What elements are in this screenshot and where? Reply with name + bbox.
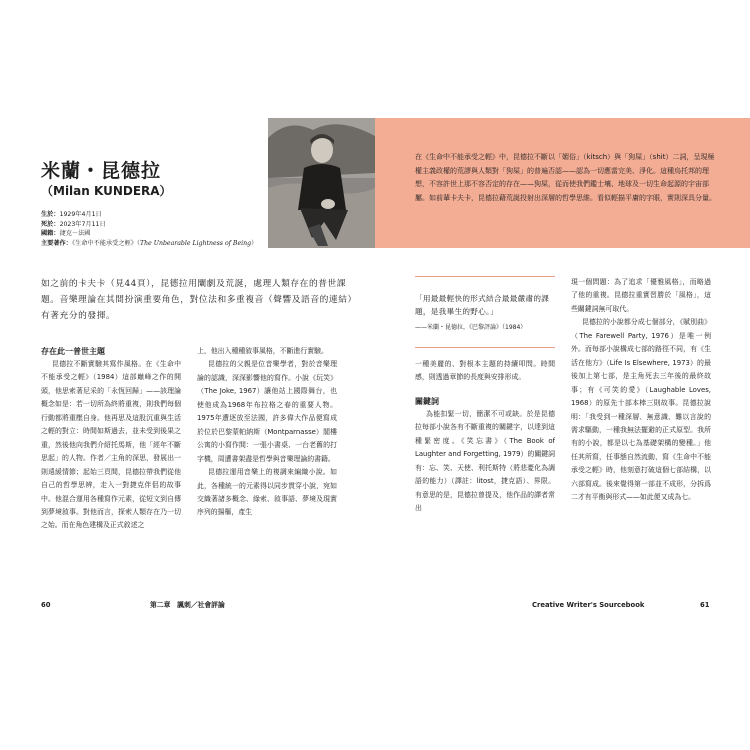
body-paragraph: 昆德拉的父親是位音樂學者，對於音樂理論的認識，深深影響他的寫作。小說《玩笑》（The Joke, 1967）讓他站上國際舞台，也使他成為1968年布拉格之春的重要人物。1975年遭逐放至法國，許多偉大作品便寫成於位於巴黎蒙帕納斯（Montparnasse）閣樓公寓的小寫作間：一張小書桌、一台老舊的打字機，周遭書架盡是哲學與音樂理論的書籍。 (197, 360, 337, 463)
meta-label: 國籍： (41, 230, 60, 238)
birth-line (41, 210, 102, 220)
nationality-line (41, 229, 91, 239)
meta-label: 生於： (41, 211, 60, 218)
meta-label: 主要著作： (41, 239, 72, 247)
body-paragraph: 一種美麗的、對根本主題的持續叩問。時間感，則透過章節的長度與安排形成。 (415, 360, 555, 382)
meta-value: 2023年7月11日 (59, 220, 106, 228)
body-paragraph: 昆德拉不斷實驗其寫作風格。在《生命中不能承受之輕》（1984）這部巔峰之作的開頭，他思索著尼采的「永恆回歸」——該理論概念如是：若一切所為終將重複，則我們每個行動都將重壓自身。他再思及這股沉重與生活之輕的對立：時間如斯過去，並未受到後果之重，然後他向我們介紹托馬斯，他「經年不斷思起」的人物。作者／主角的深思，發展出一則遠緩情節；起始三頁間，昆德拉帶我們從他自己的哲學思辨，走入一對捷克伴侶的故事中。他混合運用各種寫作元素，從短文到自傳到夢境敘事。對他而言，探索人類存在乃一切之始。而在角色建構及正式敘述之 (41, 360, 181, 530)
section-heading: 關鍵詞 (415, 396, 439, 406)
meta-value-end: ） (251, 239, 258, 247)
body-column-2 (197, 345, 337, 520)
pull-quote: 「用最最輕快的形式結合最最嚴肅的課題，是我畢生的野心。」 (415, 294, 550, 316)
right-page-number: 61 (700, 601, 710, 609)
body-column-3 (415, 358, 555, 516)
works-latin-title: The Unbearable Lightness of Being (140, 239, 252, 247)
pull-quote-source: ——米蘭・昆德拉，《巴黎評論》（1984） (415, 324, 527, 331)
author-portrait-photo (268, 118, 375, 248)
portrait-illustration (268, 118, 375, 248)
quote-top-rule (415, 276, 555, 277)
body-paragraph: 現一個問題：為了追求「優雅風格」，而略過了他的重複。昆德拉重實習勝於「風格」，這些關鍵詞無可取代。 (571, 278, 711, 313)
author-latin-name: （Milan KUNDERA） (41, 184, 172, 198)
body-column-4 (571, 276, 711, 505)
meta-label: 死於： (41, 220, 60, 228)
intro-paragraph: 如之前的卡夫卡（見44頁），昆德拉用闡劇及荒誕，處理人類存在的普世課題。音樂理論在其間扮演重要角色，對位法和多重複音（聲響及語音的連結）有著充分的發揮。 (41, 279, 353, 321)
meta-value: 《生命中不能承受之輕》（ (71, 239, 140, 247)
body-paragraph: 為能扣緊一切，簡潔不可或缺。於是昆德拉每部小說各有不斷重複的關鍵字，以達到這種緊密度。《笑忘書》（The Book of Laughter and Forgetting, 1979）的關鍵詞有：忘、笑、天使、利托斯特（將悲憂化為調語的能力）（譯註：litost，捷克語）、界限。有意思的是，昆德拉曾提及，他作品的譯者常出 (415, 409, 555, 513)
meta-value: 1929年4月1日 (59, 211, 102, 218)
death-line (41, 220, 106, 230)
quote-bottom-rule (415, 347, 555, 348)
left-page-number: 60 (41, 601, 51, 609)
right-running-footer: Creative Writer's Sourcebook (532, 601, 645, 609)
section-heading: 存在此一普世主題 (41, 347, 105, 356)
meta-value: 捷克－法國 (59, 230, 91, 238)
body-column-1 (41, 345, 181, 533)
left-running-footer: 第二章 諷刺／社會評論 (150, 601, 225, 609)
body-paragraph: 上，他出入種種敘事風格，不斷進行實驗。 (197, 347, 328, 355)
major-works-line (41, 239, 257, 249)
body-paragraph: 昆德拉運用音樂上的複調來編織小說。如此，各種統一的元素得以同步貫穿小說，宛如交織著諸多概念、綠索、敘事語、夢境及現實序列的揚樞，產生 (197, 468, 337, 517)
body-paragraph: 昆德拉的小說都分成七個部分，《賦別曲》（The Farewell Party, 1976）是唯一例外。而每部小說構成七部的路徑不同，有《生活在他方》（Life Is Elsewhere, 1973）的最後加上第七部，是主角死去三年後的最終故事；有《可笑的愛》（Laughable Loves, 1968）的原先十部本棒三則故事。昆德拉說明：「我受到一種深層、無意識、難以言說的需求驅動，一種我無法擺避的正式原型。我所有的小說，都是以七為基礎架構的變種。」他任其所寫，任事態自然流動，寫《生命中不能承受之輕》時，他刻意打破這個七部結構，以六部寫成。後來覺得第一部並不成形，分拆爲二才有平衡與形式——如此便又成為七。 (571, 318, 711, 502)
author-name: 米蘭・昆德拉 (41, 160, 162, 182)
sidebar-band-text: 在《生命中不能承受之輕》中，昆德拉不斷以「媚俗」（kitsch）與「狗屎」（shit）二詞，呈現極權主義政權的荒謬與人類對「狗屎」的普遍否認——認為一切應當完美、淨化。這種烏托邦的理想，不容許世上那不容否定的存在——狗屎，從而使我們鑑士壤、地球及一切生命起源的宇宙部屬。如前輩卡夫卡，昆德拉藉荒誕投射出深層的哲學思維。看似輕描平庸的字眼，實則深具分量。 (415, 153, 716, 202)
